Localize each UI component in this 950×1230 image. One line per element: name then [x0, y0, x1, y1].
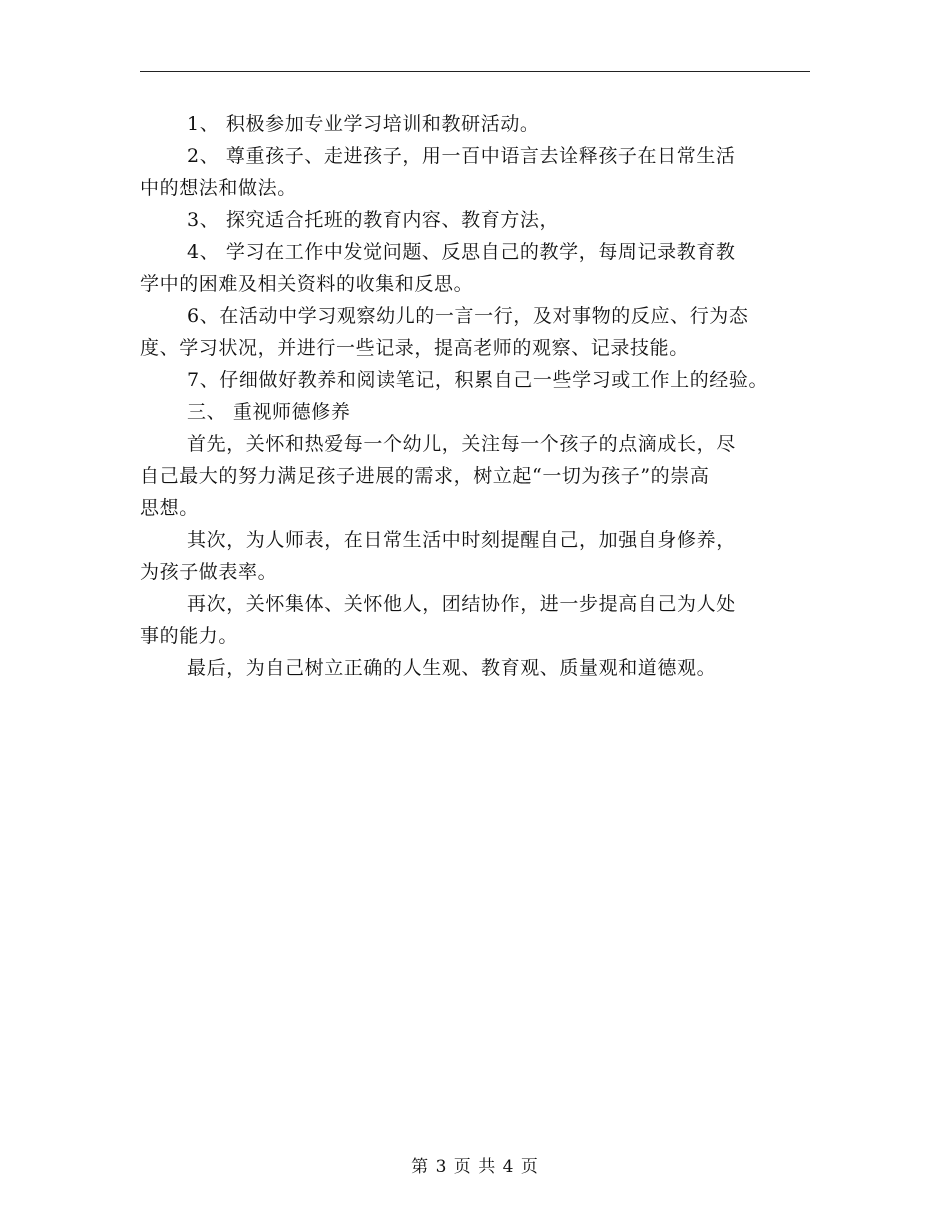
text-line: 三、 重视师德修养 [187, 401, 351, 423]
document-body [140, 108, 830, 684]
header-rule [140, 71, 810, 72]
page-number-footer: 第 3 页 共 4 页 [411, 1157, 539, 1177]
paragraph [140, 108, 830, 140]
paragraph [140, 140, 830, 204]
paragraph [140, 588, 830, 652]
text-line: 再次，关怀集体、关怀他人，团结协作，进一步提高自己为人处 [187, 593, 736, 615]
text-line: 6、在活动中学习观察幼儿的一言一行，及对事物的反应、行为态 [187, 305, 749, 327]
text-line: 为孩子做表率。 [140, 561, 278, 583]
paragraph [140, 204, 830, 236]
paragraph [140, 364, 830, 396]
paragraph [140, 300, 830, 364]
text-line: 3、 探究适合托班的教育内容、教育方法， [187, 209, 560, 231]
text-line: 学中的困难及相关资料的收集和反思。 [140, 273, 474, 295]
text-line: 首先，关怀和热爱每一个幼儿，关注每一个孩子的点滴成长，尽 [187, 433, 736, 455]
text-line: 自己最大的努力满足孩子进展的需求，树立起“一切为孩子”的崇高 [140, 465, 710, 487]
text-line: 其次，为人师表，在日常生活中时刻提醒自己，加强自身修养， [187, 529, 736, 551]
text-line: 2、 尊重孩子、走进孩子，用一百中语言去诠释孩子在日常生活 [187, 145, 736, 167]
text-line: 中的想法和做法。 [140, 177, 297, 199]
text-line: 度、学习状况，并进行一些记录，提高老师的观察、记录技能。 [140, 337, 689, 359]
section-heading [140, 396, 830, 428]
paragraph [140, 236, 830, 300]
paragraph [140, 524, 830, 588]
text-line: 1、 积极参加专业学习培训和教研活动。 [187, 113, 540, 135]
paragraph [140, 652, 830, 684]
paragraph [140, 428, 830, 524]
text-line: 4、 学习在工作中发觉问题、反思自己的教学，每周记录教育教 [187, 241, 736, 263]
text-line: 最后，为自己树立正确的人生观、教育观、质量观和道德观。 [187, 657, 717, 679]
text-line: 事的能力。 [140, 625, 239, 647]
text-line: 思想。 [140, 497, 199, 519]
text-line: 7、仔细做好教养和阅读笔记，积累自己一些学习或工作上的经验。 [187, 369, 769, 391]
